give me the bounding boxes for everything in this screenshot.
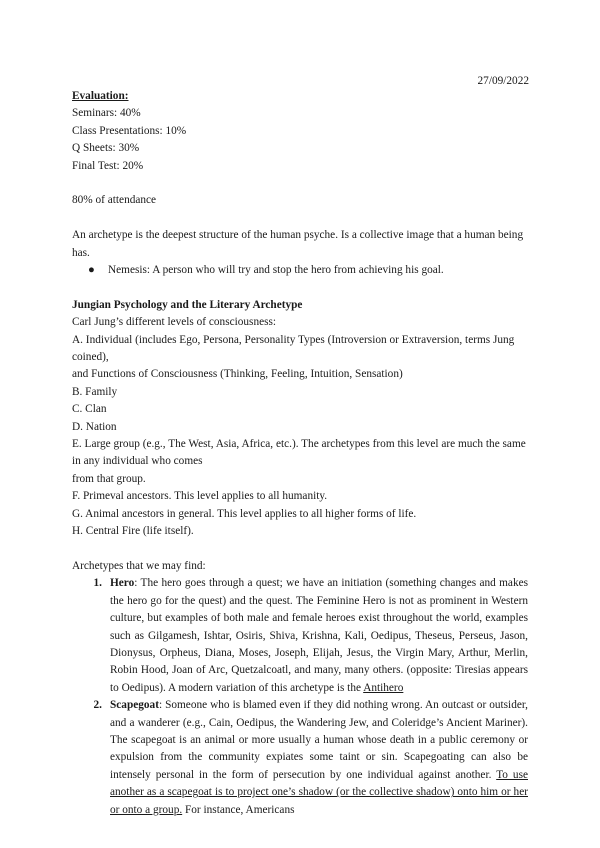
jungian-intro: Carl Jung’s different levels of consciousness: <box>72 316 277 329</box>
consciousness-level: H. Central Fire (life itself). <box>72 525 194 538</box>
hero-text: : The hero goes through a quest; we have an initiation (something changes and makes the hero go for the quest) and the quest. The Feminine Hero is not as prominent in Western culture, but examples of both male and female heroes exist throughout the world, examples such as Gilgamesh, Ishtar, Osiris, Shiva, Krishna, Kali, Oedipus, Theseus, Perseus, Jason, Dionysus, Orpheus, Diana, Moses, Joseph, Elijah, Jesus, the Virgin Mary, Arthur, Merlin, Robin Hood, Joan of Arc, Quetzalcoatl, and many, many others. (opposite: Tiresias appears to Oedipus). A modern variation of this archetype is the <box>110 577 528 694</box>
consciousness-level: G. Animal ancestors in general. This level applies to all higher forms of life. <box>72 507 417 520</box>
scapegoat-tail: For instance, Americans <box>182 803 295 816</box>
scapegoat-term: Scapegoat <box>110 699 159 712</box>
consciousness-level: F. Primeval ancestors. This level applies to all humanity. <box>72 490 328 503</box>
scapegoat-description <box>110 697 528 819</box>
document-body <box>72 88 528 819</box>
consciousness-level: A. Individual (includes Ego, Persona, Personality Types (Introversion or Extraversion, terms Jung coined), <box>72 333 515 364</box>
antihero-link[interactable]: Antihero <box>363 681 404 694</box>
scapegoat-underlined-text: To use another as a scapegoat is to project one’s shadow (or the collective shadow) onto him or her or onto a group. <box>110 768 528 816</box>
attendance-note: 80% of attendance <box>72 194 157 207</box>
archetype-list <box>72 575 528 819</box>
consciousness-level: from that group. <box>72 472 146 485</box>
archetypes-intro: Archetypes that we may find: <box>72 559 206 572</box>
consciousness-level: B. Family <box>72 385 118 398</box>
hero-description <box>110 575 528 697</box>
bullet-icon: ● <box>88 264 95 277</box>
consciousness-level: D. Nation <box>72 420 117 433</box>
date: 27/09/2022 <box>477 75 529 87</box>
hero-term: Hero <box>110 577 135 590</box>
list-item-hero <box>72 575 528 697</box>
consciousness-level: and Functions of Consciousness (Thinking, Feeling, Intuition, Sensation) <box>72 368 403 381</box>
consciousness-level: E. Large group (e.g., The West, Asia, Africa, etc.). The archetypes from this level are much the same in any individual who comes <box>72 438 526 468</box>
list-number: 1. <box>93 577 102 590</box>
archetype-definition: An archetype is the deepest structure of the human psyche. Is a collective image that a human being has. <box>72 229 524 259</box>
jungian-heading: Jungian Psychology and the Literary Archetype <box>72 298 303 311</box>
scapegoat-text: : Someone who is blamed even if they did nothing wrong. An outcast or outsider, and a wanderer (e.g., Cain, Oedipus, the Wandering Jew, and Coleridge’s Ancient Mariner). The scapegoat is an animal or more usually a human whose death in a public ceremony or expulsion from the community expiates some taint or sin. Scapegoating can also be intensely personal in the form of persecution by one individual against another. <box>110 699 528 781</box>
evaluation-item: Q Sheets: 30% <box>72 142 140 155</box>
evaluation-heading: Evaluation: <box>72 90 129 102</box>
evaluation-item: Final Test: 20% <box>72 159 144 172</box>
nemesis-text: Nemesis: A person who will try and stop the hero from achieving his goal. <box>108 264 444 277</box>
nemesis-bullet <box>72 262 528 279</box>
evaluation-item: Seminars: 40% <box>72 107 141 120</box>
evaluation-item: Class Presentations: 10% <box>72 124 187 137</box>
list-number: 2. <box>93 699 102 712</box>
consciousness-level: C. Clan <box>72 403 107 416</box>
list-item-scapegoat <box>72 697 528 819</box>
